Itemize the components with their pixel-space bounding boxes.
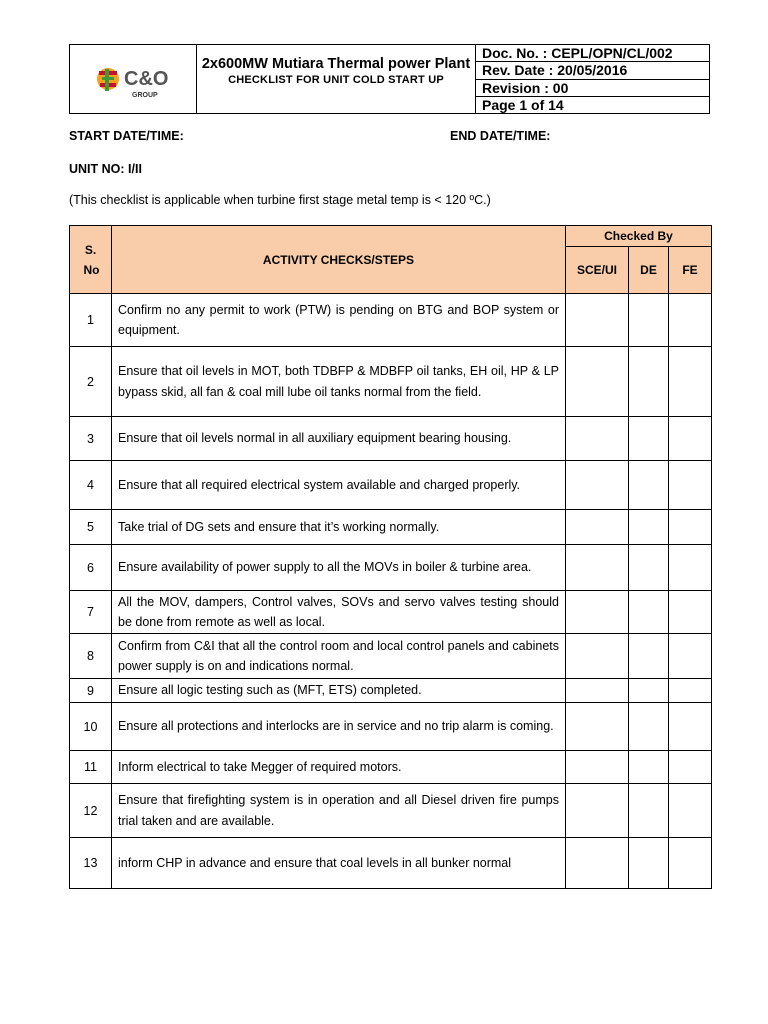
- sce-check-cell[interactable]: [566, 679, 629, 703]
- fe-check-cell[interactable]: [669, 679, 712, 703]
- sce-check-cell[interactable]: [566, 461, 629, 510]
- checklist-title: CHECKLIST FOR UNIT COLD START UP: [228, 74, 444, 86]
- fe-check-cell[interactable]: [669, 294, 712, 347]
- table-row: [70, 634, 712, 679]
- row-activity: Ensure all protections and interlocks are in service and no trip alarm is coming.: [112, 703, 566, 751]
- de-check-cell[interactable]: [629, 634, 669, 679]
- table-row: [70, 510, 712, 545]
- sce-check-cell[interactable]: [566, 591, 629, 634]
- table-row: [70, 545, 712, 591]
- sce-check-cell[interactable]: [566, 751, 629, 784]
- fe-check-cell[interactable]: [669, 784, 712, 838]
- table-row: [70, 679, 712, 703]
- table-header-row: [70, 226, 712, 247]
- de-check-cell[interactable]: [629, 784, 669, 838]
- row-number: 8: [70, 634, 112, 679]
- row-activity: Ensure that all required electrical system available and charged properly.: [112, 461, 566, 510]
- plant-name: 2x600MW Mutiara Thermal power Plant: [201, 56, 471, 72]
- sce-check-cell[interactable]: [566, 417, 629, 461]
- de-header: DE: [629, 247, 669, 294]
- activity-header: ACTIVITY CHECKS/STEPS: [112, 226, 566, 294]
- sno-header: [70, 226, 112, 294]
- row-activity: Ensure that oil levels normal in all auxiliary equipment bearing housing.: [112, 417, 566, 461]
- row-number: 13: [70, 838, 112, 889]
- sno-header-text: S. No: [83, 242, 100, 277]
- table-row: [70, 294, 712, 347]
- table-row: [70, 461, 712, 510]
- row-number: 9: [70, 679, 112, 703]
- row-activity: Ensure availability of power supply to all the MOVs in boiler & turbine area.: [112, 545, 566, 591]
- de-check-cell[interactable]: [629, 347, 669, 417]
- sce-check-cell[interactable]: [566, 838, 629, 889]
- table-row: [70, 347, 712, 417]
- title-cell: [197, 45, 476, 113]
- fe-check-cell[interactable]: [669, 461, 712, 510]
- sce-check-cell[interactable]: [566, 545, 629, 591]
- row-number: 11: [70, 751, 112, 784]
- de-check-cell[interactable]: [629, 545, 669, 591]
- table-row: [70, 838, 712, 889]
- de-check-cell[interactable]: [629, 417, 669, 461]
- end-date-label: END DATE/TIME:: [450, 129, 551, 143]
- de-check-cell[interactable]: [629, 679, 669, 703]
- row-activity: inform CHP in advance and ensure that coal levels in all bunker normal: [112, 838, 566, 889]
- fe-check-cell[interactable]: [669, 510, 712, 545]
- row-activity: Ensure that oil levels in MOT, both TDBFP & MDBFP oil tanks, EH oil, HP & LP bypass skid, all fan & coal mill lube oil tanks normal from the field.: [112, 347, 566, 417]
- row-activity: All the MOV, dampers, Control valves, SOVs and servo valves testing should be done from remote as well as local.: [112, 591, 566, 634]
- checklist-table: [69, 225, 712, 889]
- row-number: 5: [70, 510, 112, 545]
- start-date-label: START DATE/TIME:: [69, 129, 184, 143]
- sce-check-cell[interactable]: [566, 347, 629, 417]
- logo-text: C&O: [124, 68, 169, 90]
- de-check-cell[interactable]: [629, 751, 669, 784]
- fe-check-cell[interactable]: [669, 703, 712, 751]
- sce-check-cell[interactable]: [566, 510, 629, 545]
- row-activity: Ensure that firefighting system is in operation and all Diesel driven fire pumps trial taken and are available.: [112, 784, 566, 838]
- revision-number: Revision : 00: [476, 80, 709, 97]
- fe-check-cell[interactable]: [669, 545, 712, 591]
- fe-check-cell[interactable]: [669, 347, 712, 417]
- table-row: [70, 703, 712, 751]
- fe-check-cell[interactable]: [669, 634, 712, 679]
- doc-number: Doc. No. : CEPL/OPN/CL/002: [476, 45, 709, 62]
- sce-check-cell[interactable]: [566, 294, 629, 347]
- sce-check-cell[interactable]: [566, 703, 629, 751]
- doc-info-cell: [476, 45, 709, 113]
- row-activity: Inform electrical to take Megger of required motors.: [112, 751, 566, 784]
- de-check-cell[interactable]: [629, 510, 669, 545]
- de-check-cell[interactable]: [629, 838, 669, 889]
- row-activity: Take trial of DG sets and ensure that it’s working normally.: [112, 510, 566, 545]
- document-header: [69, 44, 710, 114]
- fe-check-cell[interactable]: [669, 838, 712, 889]
- checked-by-header: Checked By: [566, 226, 712, 247]
- page-number: Page 1 of 14: [482, 96, 564, 113]
- de-check-cell[interactable]: [629, 461, 669, 510]
- fe-check-cell[interactable]: [669, 591, 712, 634]
- row-number: 10: [70, 703, 112, 751]
- sce-check-cell[interactable]: [566, 784, 629, 838]
- row-number: 12: [70, 784, 112, 838]
- row-number: 4: [70, 461, 112, 510]
- logo-group-text: GROUP: [132, 92, 158, 99]
- row-number: 2: [70, 347, 112, 417]
- de-check-cell[interactable]: [629, 591, 669, 634]
- fe-check-cell[interactable]: [669, 417, 712, 461]
- sce-header: SCE/UI: [566, 247, 629, 294]
- row-number: 7: [70, 591, 112, 634]
- de-check-cell[interactable]: [629, 703, 669, 751]
- applicability-note: (This checklist is applicable when turbine first stage metal temp is < 120 ºC.): [69, 193, 491, 207]
- company-logo: [94, 57, 174, 103]
- row-number: 6: [70, 545, 112, 591]
- logo-cell: [70, 45, 197, 113]
- table-row: [70, 784, 712, 838]
- row-activity: Ensure all logic testing such as (MFT, ETS) completed.: [112, 679, 566, 703]
- fe-header: FE: [669, 247, 712, 294]
- revision-date: Rev. Date : 20/05/2016: [476, 62, 709, 79]
- table-row: [70, 417, 712, 461]
- table-row: [70, 751, 712, 784]
- unit-number-label: UNIT NO: I/II: [69, 162, 142, 176]
- row-activity: Confirm no any permit to work (PTW) is pending on BTG and BOP system or equipment.: [112, 294, 566, 347]
- row-number: 3: [70, 417, 112, 461]
- fe-check-cell[interactable]: [669, 751, 712, 784]
- row-number: 1: [70, 294, 112, 347]
- sce-check-cell[interactable]: [566, 634, 629, 679]
- table-row: [70, 591, 712, 634]
- de-check-cell[interactable]: [629, 294, 669, 347]
- row-activity: Confirm from C&I that all the control room and local control panels and cabinets power supply is on and indications normal.: [112, 634, 566, 679]
